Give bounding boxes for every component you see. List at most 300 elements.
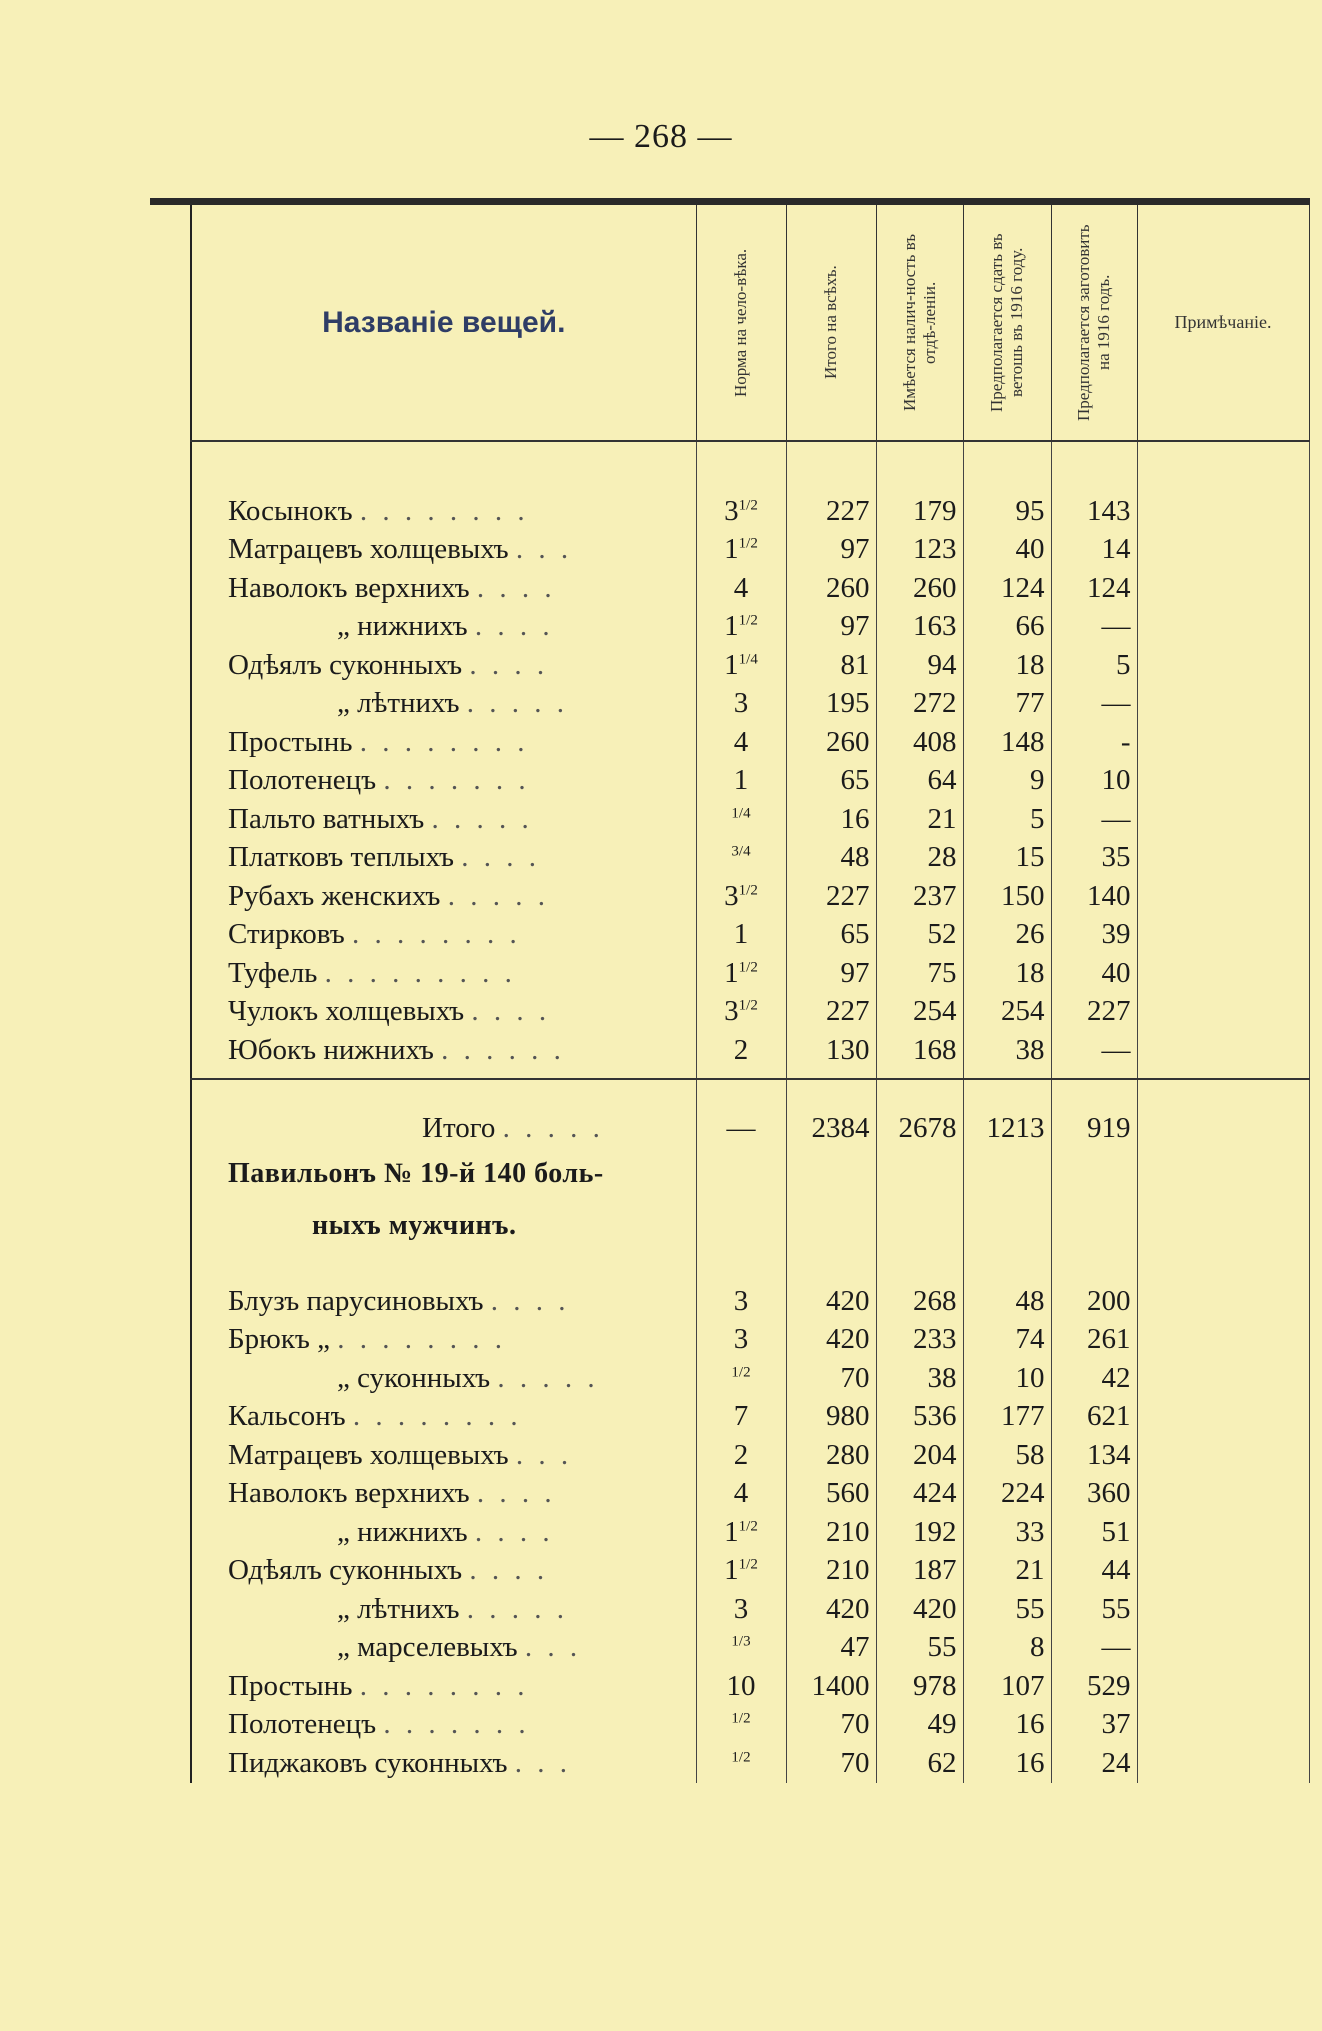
item-name-text: Матрацевъ холщевыхъ [228,1438,516,1471]
note-value [1137,685,1309,724]
total-label-text: Итого [422,1112,503,1145]
old-value: 254 [963,993,1051,1032]
have-value: 94 [876,646,963,685]
item-name [191,993,696,1032]
note-value [1137,954,1309,993]
fraction: 1/2 [738,612,758,629]
new-value: 134 [1051,1436,1137,1475]
table-row [191,569,1309,608]
norm-value: 7 [696,1398,786,1437]
total-value: 70 [786,1744,876,1783]
old-value: 16 [963,1744,1051,1783]
new-value: 140 [1051,877,1137,916]
total-value: 97 [786,608,876,647]
gap-row [191,1252,1309,1282]
new-value: 51 [1051,1513,1137,1552]
item-name-text: Кальсонъ [228,1400,353,1433]
new-value: 42 [1051,1359,1137,1398]
item-name [191,531,696,570]
table-row [191,1667,1309,1706]
table-row [191,916,1309,955]
new-value: — [1051,1031,1137,1070]
item-name [191,1706,696,1745]
new-value: 44 [1051,1552,1137,1591]
have-value: 62 [876,1744,963,1783]
item-name-text: Пиджаковъ суконныхъ [228,1746,515,1779]
have-value: 64 [876,762,963,801]
norm-value: $3^{1/2}$ [696,492,786,531]
old-value: 55 [963,1590,1051,1629]
item-name [191,685,696,724]
leader-dots: . . . . . [447,879,549,912]
total-value: 195 [786,685,876,724]
item-name-text: Простынь [228,725,360,758]
total-row [191,1110,1309,1149]
old-value: 18 [963,954,1051,993]
fraction: 1/4 [738,651,758,668]
header-norm: Норма на чело-вѣка. [696,205,786,441]
new-value: 143 [1051,492,1137,531]
new-value: 24 [1051,1744,1137,1783]
have-value: 204 [876,1436,963,1475]
section-title-row [191,1148,1309,1200]
item-name-text: Брюкъ „ [228,1323,338,1356]
note-value [1137,839,1309,878]
leader-dots: . . . . [476,571,556,604]
have-value: 163 [876,608,963,647]
table-row [191,1031,1309,1070]
have-value: 123 [876,531,963,570]
norm-value: $3^{1/2}$ [696,877,786,916]
item-name [191,1321,696,1360]
item-name-text: „ нижнихъ [337,610,475,643]
total-value: 97 [786,531,876,570]
leader-dots: . . . . [490,1284,570,1317]
fraction: 1/4 [731,805,751,822]
header-name: Названіе вещей. [191,205,696,441]
item-name-text: Наволокъ верхнихъ [228,571,477,604]
header-total: Итого на всѣхъ. [786,205,876,441]
item-name [191,1513,696,1552]
old-value: 8 [963,1629,1051,1668]
spacer-row [191,441,1309,492]
have-value: 978 [876,1667,963,1706]
have-value: 187 [876,1552,963,1591]
item-name-text: „ суконныхъ [337,1361,498,1394]
new-value: 261 [1051,1321,1137,1360]
norm-value: $3^{1/2}$ [696,993,786,1032]
page-number: — 268 — [589,118,733,155]
norm-value [696,1744,786,1783]
leader-dots: . . . . . [431,802,533,835]
total-value: 97 [786,954,876,993]
norm-value: $1^{1/4}$ [696,646,786,685]
leader-dots: . . . . [469,648,549,681]
table-row [191,993,1309,1032]
norm-value [696,1629,786,1668]
item-name-text: „ лѣтнихъ [337,1592,467,1625]
norm-value: 4 [696,723,786,762]
item-name [191,569,696,608]
have-value: 536 [876,1398,963,1437]
old-value: 58 [963,1436,1051,1475]
table-row [191,1282,1309,1321]
new-value: 35 [1051,839,1137,878]
new-value: 14 [1051,531,1137,570]
note-value [1137,762,1309,801]
leader-dots: . . . [514,1746,571,1779]
norm-value: 10 [696,1667,786,1706]
norm-value: 3 [696,1321,786,1360]
note-value [1137,1321,1309,1360]
total-value: 210 [786,1552,876,1591]
note-value [1137,1436,1309,1475]
note-value [1137,1590,1309,1629]
item-name [191,1629,696,1668]
total-value: 280 [786,1436,876,1475]
item-name [191,646,696,685]
old-value: 95 [963,492,1051,531]
leader-dots: . . . . [461,841,540,874]
note-value [1137,1110,1309,1149]
norm-value: $1^{1/2}$ [696,608,786,647]
table-row [191,1398,1309,1437]
table-row [191,1475,1309,1514]
norm-value: $1^{1/2}$ [696,954,786,993]
new-value: 40 [1051,954,1137,993]
norm-value: 4 [696,1475,786,1514]
item-name-text: „ лѣтнихъ [337,687,467,720]
old-value: 177 [963,1398,1051,1437]
fraction: 1/2 [738,1518,758,1535]
new-value: 360 [1051,1475,1137,1514]
item-name-text: Одѣялъ суконныхъ [228,648,470,681]
norm-value: 1 [696,916,786,955]
have-value: 237 [876,877,963,916]
item-name-text: Рубахъ женскихъ [228,879,448,912]
section-title: Павильонъ № 19-й 140 боль- [191,1148,696,1200]
table-row [191,646,1309,685]
norm-value: $1^{1/2}$ [696,1552,786,1591]
note-value [1137,877,1309,916]
table-row [191,492,1309,531]
old-value: 38 [963,1031,1051,1070]
total-value: 420 [786,1321,876,1360]
total-value: 260 [786,569,876,608]
new-value: 37 [1051,1706,1137,1745]
item-name-text: Юбокъ нижнихъ [228,1033,442,1066]
have-value: 192 [876,1513,963,1552]
have-value: 272 [876,685,963,724]
note-value [1137,1667,1309,1706]
leader-dots: . . . . [474,1515,554,1548]
leader-dots: . . . [515,1438,573,1471]
have-value: 233 [876,1321,963,1360]
total-label [191,1110,696,1149]
leader-dots: . . . . [469,1554,549,1587]
table-row [191,954,1309,993]
new-value: 529 [1051,1667,1137,1706]
fraction: 1/2 [738,1556,758,1573]
table-row [191,839,1309,878]
have-value: 268 [876,1282,963,1321]
table-row [191,1436,1309,1475]
have-value: 75 [876,954,963,993]
gap-row [191,1079,1309,1110]
total-value: 227 [786,993,876,1032]
note-value [1137,1629,1309,1668]
leader-dots: . . . . [476,1477,556,1510]
fraction: 1/2 [738,997,758,1014]
total-value: 227 [786,877,876,916]
leader-dots: . . . [524,1631,582,1664]
old-value: 77 [963,685,1051,724]
norm-value: $1^{1/2}$ [696,1513,786,1552]
norm-value: $1^{1/2}$ [696,531,786,570]
item-name [191,492,696,531]
leader-dots: . . . . . . . . [359,1669,529,1702]
old-value: 66 [963,608,1051,647]
note-value [1137,800,1309,839]
item-name [191,1475,696,1514]
total-value: 227 [786,492,876,531]
fraction: 1/2 [731,1710,751,1727]
norm-value: 4 [696,569,786,608]
item-name-text: Косынокъ [228,494,360,527]
table-row [191,723,1309,762]
note-value [1137,993,1309,1032]
new-value: - [1051,723,1137,762]
table-row [191,762,1309,801]
item-name-text: Блузъ парусиновыхъ [228,1284,491,1317]
section-title: ныхъ мужчинъ. [191,1200,696,1252]
item-name [191,877,696,916]
header-note: Примѣчаніе. [1137,205,1309,441]
total-value: 560 [786,1475,876,1514]
have-value: 2678 [876,1110,963,1149]
total-value: 16 [786,800,876,839]
have-value: 49 [876,1706,963,1745]
item-name [191,954,696,993]
leader-dots: . . . . . . . [383,1708,530,1741]
table-row [191,1629,1309,1668]
have-value: 179 [876,492,963,531]
item-name-text: „ нижнихъ [337,1515,475,1548]
new-value: 200 [1051,1282,1137,1321]
new-value: — [1051,800,1137,839]
item-name [191,1744,696,1783]
old-value: 150 [963,877,1051,916]
total-value: 70 [786,1359,876,1398]
norm-value: 3 [696,685,786,724]
total-value: 70 [786,1706,876,1745]
total-value: 1400 [786,1667,876,1706]
note-value [1137,916,1309,955]
have-value: 424 [876,1475,963,1514]
fraction: 1/2 [731,1749,751,1766]
item-name [191,1552,696,1591]
leader-dots: . . . . . [466,1592,568,1625]
item-name [191,916,696,955]
new-value: 10 [1051,762,1137,801]
note-value [1137,1513,1309,1552]
old-value: 33 [963,1513,1051,1552]
top-rule [150,198,1310,205]
section-title-row [191,1200,1309,1252]
note-value [1137,608,1309,647]
item-name-text: Матрацевъ холщевыхъ [228,533,516,566]
old-value: 26 [963,916,1051,955]
new-value: — [1051,685,1137,724]
leader-dots: . . . . . . [441,1033,565,1066]
table-row [191,608,1309,647]
leader-dots: . . . . . . . . [352,1400,522,1433]
clothing-table-container [190,205,1308,1900]
have-value: 21 [876,800,963,839]
new-value: 124 [1051,569,1137,608]
old-value: 1213 [963,1110,1051,1149]
header-row [191,205,1309,441]
table-row [191,685,1309,724]
old-value: 21 [963,1552,1051,1591]
item-name-text: Полотенецъ [228,1708,384,1741]
have-value: 260 [876,569,963,608]
norm-value [696,1706,786,1745]
table-row [191,877,1309,916]
old-value: 15 [963,839,1051,878]
item-name [191,1436,696,1475]
item-name [191,723,696,762]
have-value: 420 [876,1590,963,1629]
leader-dots: . . . . . . . . [359,725,529,758]
leader-dots: . . . . . . . . [352,918,521,951]
have-value: 408 [876,723,963,762]
total-value: 48 [786,839,876,878]
item-name-text: Туфель [228,956,325,989]
old-value: 74 [963,1321,1051,1360]
leader-dots: . . . . . . . . [359,494,529,527]
leader-dots: . . . . . [497,1361,599,1394]
new-value: 919 [1051,1110,1137,1149]
leader-dots: . . . . . . . . [337,1323,507,1356]
old-value: 16 [963,1706,1051,1745]
table-row [191,1513,1309,1552]
note-value [1137,569,1309,608]
leader-dots: . . . . . . . . . [324,956,516,989]
old-value: 124 [963,569,1051,608]
total-value: 260 [786,723,876,762]
leader-dots: . . . . . . . [383,764,530,797]
item-name [191,608,696,647]
table-row [191,531,1309,570]
table-row [191,1590,1309,1629]
table-row [191,1706,1309,1745]
fraction: 1/2 [738,535,758,552]
have-value: 28 [876,839,963,878]
header-new: Предполагается заготовить на 1916 годъ. [1051,205,1137,441]
table-row [191,1744,1309,1783]
total-value: 47 [786,1629,876,1668]
fraction: 1/2 [738,497,758,514]
fraction: 3/4 [731,843,751,860]
table-row [191,1321,1309,1360]
total-value: 420 [786,1590,876,1629]
old-value: 48 [963,1282,1051,1321]
item-name-text: Полотенецъ [228,764,384,797]
old-value: 224 [963,1475,1051,1514]
new-value: — [1051,1629,1137,1668]
note-value [1137,1552,1309,1591]
item-name-text: Чулокъ холщевыхъ [228,995,472,1028]
have-value: 38 [876,1359,963,1398]
norm-value: 2 [696,1031,786,1070]
subtotal-rule [191,1070,1309,1079]
have-value: 55 [876,1629,963,1668]
total-value: 210 [786,1513,876,1552]
item-name-text: Наволокъ верхнихъ [228,1477,477,1510]
norm-value [696,1359,786,1398]
new-value: — [1051,608,1137,647]
old-value: 18 [963,646,1051,685]
table-row [191,1359,1309,1398]
total-value: 980 [786,1398,876,1437]
item-name-text: Платковъ теплыхъ [228,841,462,874]
total-value: 81 [786,646,876,685]
note-value [1137,723,1309,762]
item-name [191,762,696,801]
old-value: 5 [963,800,1051,839]
have-value: 168 [876,1031,963,1070]
have-value: 52 [876,916,963,955]
table-row [191,1552,1309,1591]
item-name [191,1590,696,1629]
note-value [1137,1282,1309,1321]
item-name [191,1282,696,1321]
note-value [1137,1359,1309,1398]
total-value: 65 [786,916,876,955]
item-name-text: Стирковъ [228,918,352,951]
norm-value: 1 [696,762,786,801]
leader-dots: . . . . [474,610,554,643]
old-value: 9 [963,762,1051,801]
total-value: 420 [786,1282,876,1321]
item-name [191,1398,696,1437]
fraction: 1/2 [731,1364,751,1381]
fraction: 1/2 [738,882,758,899]
header-old: Предполагается сдать въ ветошь въ 1916 году. [963,205,1051,441]
item-name-text: „ марселевыхъ [337,1631,525,1664]
clothing-table [190,205,1310,1783]
item-name-text: Одѣялъ суконныхъ [228,1554,470,1587]
total-value: 2384 [786,1110,876,1149]
note-value [1137,531,1309,570]
leader-dots: . . . . [471,995,551,1028]
item-name [191,1031,696,1070]
new-value: 55 [1051,1590,1137,1629]
note-value [1137,1398,1309,1437]
have-value: 254 [876,993,963,1032]
old-value: 107 [963,1667,1051,1706]
leader-dots: . . . . . [466,687,568,720]
note-value [1137,1475,1309,1514]
item-name [191,1359,696,1398]
norm-value: 3 [696,1282,786,1321]
note-value [1137,1031,1309,1070]
new-value: 5 [1051,646,1137,685]
note-value [1137,1706,1309,1745]
item-name [191,839,696,878]
item-name-text: Простынь [228,1669,360,1702]
